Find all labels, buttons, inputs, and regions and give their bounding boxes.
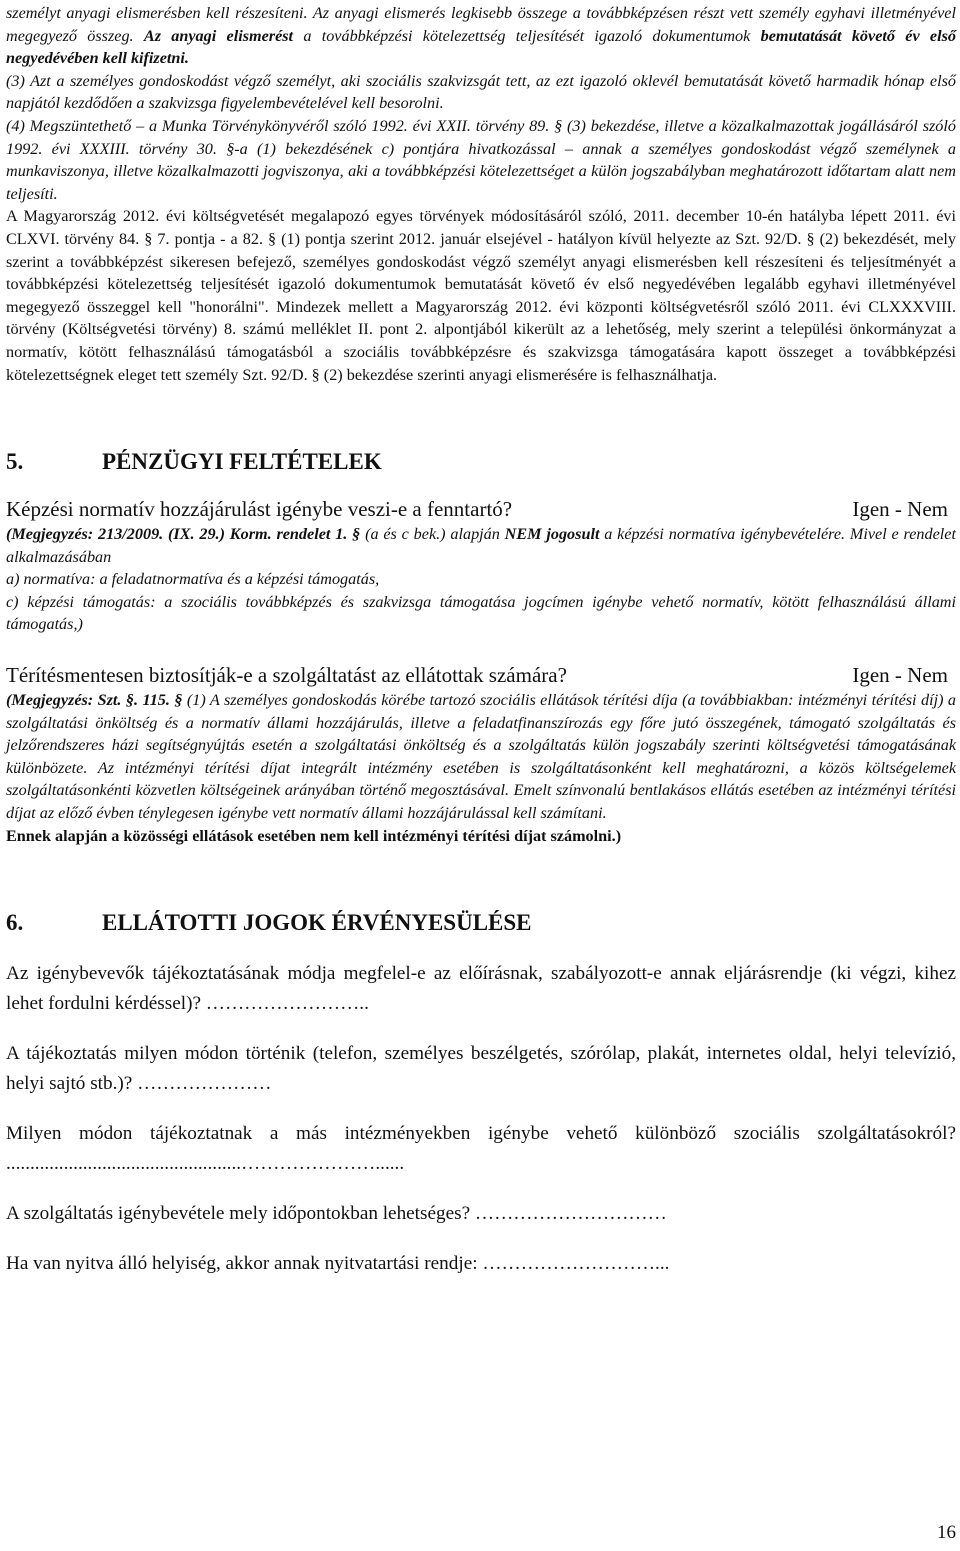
text-span-bold: bemutatását követő év első negyedévében kell kifizetni. xyxy=(6,26,956,68)
note-bold: NEM jogosult xyxy=(504,525,600,544)
text-span: a továbbképzési kötelezettség teljesítését igazoló dokumentumok xyxy=(293,26,761,45)
page-number: 16 xyxy=(937,1522,956,1543)
note-teritesi-dij xyxy=(6,689,956,825)
note-bold: (Megjegyzés: Szt. §. 115. § xyxy=(6,691,183,710)
note-item-a: a) normatíva: a feladatnormatíva és a képzési támogatás, xyxy=(6,570,380,589)
question-teritesmentes xyxy=(6,662,956,689)
text-span-bold: Az anyagi elismerést xyxy=(143,26,294,45)
section-6-heading xyxy=(6,909,956,937)
note-normativ xyxy=(6,523,956,568)
answer-options: Igen - Nem xyxy=(852,497,948,522)
question-text: Képzési normatív hozzájárulást igénybe veszi-e a fenntartó? xyxy=(6,497,513,522)
question-text: Térítésmentesen biztosítják-e a szolgáltatást az ellátottak számára? xyxy=(6,663,567,688)
section-number: 5. xyxy=(6,449,24,475)
note-text: a képzési normatíva igénybevételére. Mivel e rendelet alkalmazásában xyxy=(6,525,956,566)
text-span: személyt anyagi elismerésben kell részesíteni. Az anyagi elismerés legkisebb összege a továbbképzésen részt vett személy egyhavi illetményével megegyező összeg. xyxy=(6,4,956,45)
question-idopontok: A szolgáltatás igénybevétele mely időpontokban lehetséges? ………………………… xyxy=(6,1203,667,1225)
section-number: 6. xyxy=(6,910,24,936)
section-title: ELLÁTOTTI JOGOK ÉRVÉNYESÜLÉSE xyxy=(102,910,532,936)
note-item-c: c) képzési támogatás: a szociális továbbképzés és szakvizsga támogatása jogcímen igénybe vehető normatív, kötött felhasználású állami támogatás,) xyxy=(6,592,956,634)
paragraph-magyarorszag: A Magyarország 2012. évi költségvetését megalapozó egyes törvények módosításáról szóló, 2011. december 10-én hatályba lépett 2011. évi CLXVI. törvény 84. § 7. pontja - a 82. § (1) pontja szerint 2012. január elsejével - hatályon kívül helyezte az Szt. 92/D. § (2) bekezdését, mely szerint a továbbképzést sikeresen befejező, személyes gondoskodást végző személyt anyagi elismerésben kell részesíteni és teljesítményét a továbbképzési kötelezettség teljesítését igazoló dokumentumok bemutatását követő év első negyedévében legalább egyhavi illetményével megegyező összeggel kell "honorálni". Mindezek mellett a Magyarország 2012. évi központi költségvetésről szóló 2011. évi CLXXXVIII. törvény (Költségvetési törvény) 8. számú melléklet II. pont 2. alpontjából kikerült az a lehetőség, mely szerint a települési önkormányzat a normatív, kötött felhasználású támogatásból a szociális továbbképzésre és szakvizsga támogatására kapott összeget a továbbképzési kötelezettségnek eleget tett személy Szt. 92/D. § (2) bekezdése szerinti anyagi elismerésére is felhasználhatja. xyxy=(6,207,956,384)
answer-options: Igen - Nem xyxy=(852,663,948,688)
question-tajekoztatas-modja: Az igénybevevők tájékoztatásának módja megfelel-e az előírásnak, szabályozott-e annak eljárásrendje (ki végzi, kihez lehet fordulni kérdéssel)? …………………….. xyxy=(6,963,956,1015)
question-tajekoztatas-modon: A tájékoztatás milyen módon történik (telefon, személyes beszélgetés, szórólap, plakát, internetes oldal, helyi televízió, helyi sajtó stb.)? ………………… xyxy=(6,1043,956,1095)
note-conclusion: Ennek alapján a közösségi ellátások esetében nem kell intézményi térítési díjat számolni.) xyxy=(6,826,622,845)
question-mas-intezmenyek: Milyen módon tájékoztatnak a más intézményekben igénybe vehető különböző szociális szolgáltatásokról? .................................................…………………...... xyxy=(6,1123,956,1175)
section-5-heading xyxy=(6,448,956,476)
paragraph-elismeres xyxy=(6,2,956,70)
paragraph-4: (4) Megszüntethető – a Munka Törvénykönyvéről szóló 1992. évi XXII. törvény 89. § (3) bekezdése, illetve a közalkalmazottak jogállásáról szóló 1992. évi XXXIII. törvény 30. §-a (1) bekezdésének c) pontjára hivatkozással – annak a személyes gondoskodást végző személynek a munkaviszonya, illetve közalkalmazotti jogviszonya, aki a továbbképzési kötelezettséget a külön jogszabályban meghatározott időtartam alatt nem teljesíti. xyxy=(6,116,956,203)
note-bold: (Megjegyzés: 213/2009. (IX. 29.) Korm. rendelet 1. § xyxy=(6,525,361,544)
question-nyitvatartas: Ha van nyitva álló helyiség, akkor annak nyitvatartási rendje: ………………………... xyxy=(6,1253,670,1275)
note-text: (a és c bek.) alapján xyxy=(360,525,505,544)
note-text: (1) A személyes gondoskodás körébe tartozó szociális ellátások térítési díja (a továbbiakban: intézményi térítési díj) a szolgáltatási önköltség és a normatív állami hozzájárulás, illetve a feladatfinanszírozás egy főre jutó összegének, támogató szolgáltatás és jelzőrendszeres házi segítségnyújtás esetén a szolgáltatási önköltség és a szolgáltatás külön jogszabály szerinti költségvetési támogatásának különbözete. Az intézményi térítési díjat integrált intézmény esetében is szolgáltatásonként kell meghatározni, a közös költségelemek szolgáltatásonkénti közvetlen költségeinek arányában történő megosztásával. Emelt színvonalú bentlakásos ellátás esetében az intézményi térítési díjat az előző évben ténylegesen igénybe vett normatív állami hozzájárulással kell számítani. xyxy=(6,691,956,823)
question-normativ xyxy=(6,496,956,523)
document-page xyxy=(6,0,956,1279)
paragraph-3: (3) Azt a személyes gondoskodást végző személyt, aki szociális szakvizsgát tett, az ezt igazoló oklevél bemutatását követő harmadik hónap első napjától kezdődően a szakvizsga figyelembevételével kell besorolni. xyxy=(6,71,956,113)
section-title: PÉNZÜGYI FELTÉTELEK xyxy=(102,449,382,475)
